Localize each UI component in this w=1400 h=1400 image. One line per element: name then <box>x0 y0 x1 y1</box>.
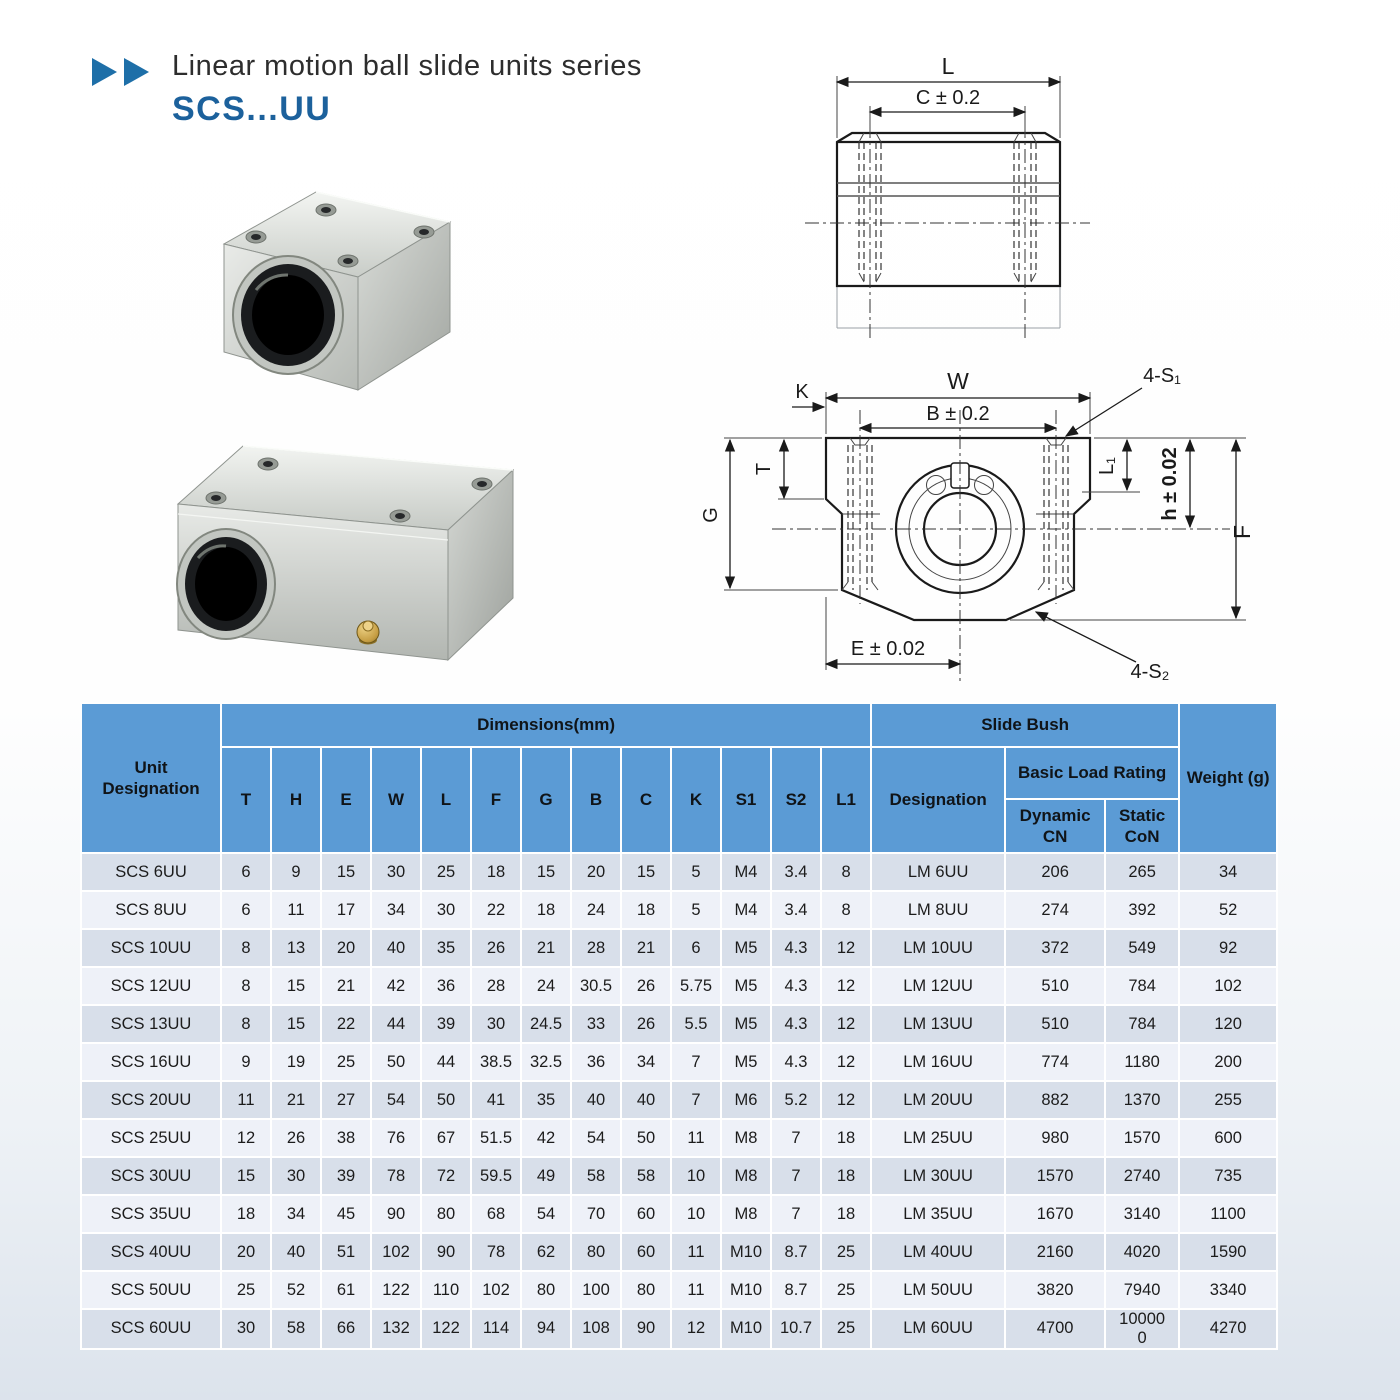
value-cell: 68 <box>471 1195 521 1233</box>
value-cell: 15 <box>271 967 321 1005</box>
value-cell: 30 <box>221 1309 271 1349</box>
value-cell: 3820 <box>1005 1271 1105 1309</box>
value-cell: 90 <box>621 1309 671 1349</box>
unit-cell: SCS 8UU <box>81 891 221 929</box>
value-cell: 12 <box>221 1119 271 1157</box>
value-cell: 7 <box>771 1195 821 1233</box>
value-cell: 6 <box>221 891 271 929</box>
value-cell: 58 <box>571 1157 621 1195</box>
unit-cell: SCS 16UU <box>81 1043 221 1081</box>
value-cell: 72 <box>421 1157 471 1195</box>
value-cell: 8 <box>221 967 271 1005</box>
value-cell: 11 <box>221 1081 271 1119</box>
dim-label-F: F <box>1229 524 1255 540</box>
spec-table-body <box>81 853 1277 1349</box>
value-cell: 600 <box>1179 1119 1277 1157</box>
value-cell: 18 <box>221 1195 271 1233</box>
table-row <box>81 891 1277 929</box>
value-cell: 8 <box>221 929 271 967</box>
value-cell: 100000 <box>1105 1309 1179 1349</box>
value-cell: 36 <box>571 1043 621 1081</box>
value-cell: 110 <box>421 1271 471 1309</box>
unit-cell: SCS 30UU <box>81 1157 221 1195</box>
value-cell: 1570 <box>1005 1157 1105 1195</box>
value-cell: 21 <box>621 929 671 967</box>
value-cell: 30 <box>371 853 421 891</box>
value-cell: 39 <box>321 1157 371 1195</box>
value-cell: 35 <box>521 1081 571 1119</box>
value-cell: 7 <box>771 1157 821 1195</box>
value-cell: LM 10UU <box>871 929 1005 967</box>
value-cell: 15 <box>221 1157 271 1195</box>
value-cell: 38 <box>321 1119 371 1157</box>
col-header-h: H <box>271 747 321 853</box>
value-cell: 45 <box>321 1195 371 1233</box>
unit-cell: SCS 12UU <box>81 967 221 1005</box>
value-cell: 26 <box>471 929 521 967</box>
value-cell: 40 <box>621 1081 671 1119</box>
value-cell: 3.4 <box>771 891 821 929</box>
unit-cell: SCS 60UU <box>81 1309 221 1349</box>
value-cell: 62 <box>521 1233 571 1271</box>
value-cell: 60 <box>621 1233 671 1271</box>
value-cell: 66 <box>321 1309 371 1349</box>
value-cell: 784 <box>1105 1005 1179 1043</box>
col-header-l: L <box>421 747 471 853</box>
value-cell: 30 <box>271 1157 321 1195</box>
value-cell: 1370 <box>1105 1081 1179 1119</box>
value-cell: 22 <box>321 1005 371 1043</box>
dim-label-B: B ± 0.2 <box>926 403 990 425</box>
value-cell: LM 60UU <box>871 1309 1005 1349</box>
value-cell: M5 <box>721 1005 771 1043</box>
value-cell: 7 <box>671 1081 721 1119</box>
value-cell: 12 <box>821 929 871 967</box>
value-cell: 94 <box>521 1309 571 1349</box>
unit-cell: SCS 13UU <box>81 1005 221 1043</box>
value-cell: 24 <box>571 891 621 929</box>
group-header-slide-bush: Slide Bush <box>871 703 1179 747</box>
value-cell: 15 <box>321 853 371 891</box>
value-cell: 58 <box>271 1309 321 1349</box>
series-code: SCS...UU <box>172 90 332 128</box>
value-cell: 1570 <box>1105 1119 1179 1157</box>
value-cell: 15 <box>271 1005 321 1043</box>
value-cell: 5 <box>671 853 721 891</box>
value-cell: 8 <box>821 891 871 929</box>
value-cell: M10 <box>721 1271 771 1309</box>
value-cell: 78 <box>471 1233 521 1271</box>
value-cell: 11 <box>671 1233 721 1271</box>
value-cell: 372 <box>1005 929 1105 967</box>
table-row <box>81 1271 1277 1309</box>
value-cell: 122 <box>371 1271 421 1309</box>
value-cell: 12 <box>671 1309 721 1349</box>
value-cell: LM 25UU <box>871 1119 1005 1157</box>
value-cell: M6 <box>721 1081 771 1119</box>
value-cell: 28 <box>571 929 621 967</box>
value-cell: 1180 <box>1105 1043 1179 1081</box>
product-photo-long-block <box>148 406 558 684</box>
value-cell: 510 <box>1005 967 1105 1005</box>
value-cell: LM 6UU <box>871 853 1005 891</box>
value-cell: 78 <box>371 1157 421 1195</box>
value-cell: 4020 <box>1105 1233 1179 1271</box>
unit-cell: SCS 6UU <box>81 853 221 891</box>
value-cell: 49 <box>521 1157 571 1195</box>
unit-cell: SCS 50UU <box>81 1271 221 1309</box>
col-header-g: G <box>521 747 571 853</box>
value-cell: 9 <box>271 853 321 891</box>
value-cell: M10 <box>721 1233 771 1271</box>
value-cell: 5 <box>671 891 721 929</box>
value-cell: 21 <box>521 929 571 967</box>
col-header-b: B <box>571 747 621 853</box>
dim-label-E: E ± 0.02 <box>850 638 926 660</box>
value-cell: LM 30UU <box>871 1157 1005 1195</box>
value-cell: 392 <box>1105 891 1179 929</box>
value-cell: 27 <box>321 1081 371 1119</box>
value-cell: 735 <box>1179 1157 1277 1195</box>
value-cell: 4.3 <box>771 929 821 967</box>
value-cell: 61 <box>321 1271 371 1309</box>
value-cell: 1100 <box>1179 1195 1277 1233</box>
value-cell: 510 <box>1005 1005 1105 1043</box>
value-cell: 7 <box>771 1119 821 1157</box>
value-cell: 50 <box>371 1043 421 1081</box>
value-cell: 30.5 <box>571 967 621 1005</box>
value-cell: 42 <box>371 967 421 1005</box>
value-cell: 90 <box>421 1233 471 1271</box>
value-cell: 25 <box>821 1309 871 1349</box>
dim-label-L1: L₁ <box>1096 457 1118 475</box>
dim-label-W: W <box>947 368 969 394</box>
value-cell: 7 <box>671 1043 721 1081</box>
col-header-l1: L1 <box>821 747 871 853</box>
table-row <box>81 1233 1277 1271</box>
value-cell: 22 <box>471 891 521 929</box>
col-header-f: F <box>471 747 521 853</box>
value-cell: LM 16UU <box>871 1043 1005 1081</box>
value-cell: 34 <box>621 1043 671 1081</box>
value-cell: 3140 <box>1105 1195 1179 1233</box>
value-cell: 102 <box>471 1271 521 1309</box>
value-cell: M8 <box>721 1157 771 1195</box>
value-cell: 6 <box>221 853 271 891</box>
value-cell: 24 <box>521 967 571 1005</box>
value-cell: 40 <box>371 929 421 967</box>
table-row <box>81 1043 1277 1081</box>
value-cell: 7940 <box>1105 1271 1179 1309</box>
value-cell: 4.3 <box>771 1005 821 1043</box>
side-view-drawing <box>798 44 1118 344</box>
value-cell: 6 <box>671 929 721 967</box>
value-cell: 784 <box>1105 967 1179 1005</box>
value-cell: 20 <box>221 1233 271 1271</box>
value-cell: 70 <box>571 1195 621 1233</box>
value-cell: 51.5 <box>471 1119 521 1157</box>
value-cell: 33 <box>571 1005 621 1043</box>
unit-cell: SCS 10UU <box>81 929 221 967</box>
value-cell: 8.7 <box>771 1233 821 1271</box>
value-cell: 28 <box>471 967 521 1005</box>
value-cell: 39 <box>421 1005 471 1043</box>
value-cell: 15 <box>621 853 671 891</box>
value-cell: 120 <box>1179 1005 1277 1043</box>
callout-4-s1: 4-S₁ <box>1143 365 1181 387</box>
value-cell: 54 <box>371 1081 421 1119</box>
value-cell: 54 <box>571 1119 621 1157</box>
value-cell: 19 <box>271 1043 321 1081</box>
value-cell: 10 <box>671 1157 721 1195</box>
value-cell: 80 <box>421 1195 471 1233</box>
unit-cell: SCS 25UU <box>81 1119 221 1157</box>
value-cell: 274 <box>1005 891 1105 929</box>
value-cell: LM 12UU <box>871 967 1005 1005</box>
value-cell: 50 <box>421 1081 471 1119</box>
value-cell: 122 <box>421 1309 471 1349</box>
front-view-drawing <box>690 352 1390 700</box>
col-header-s2: S2 <box>771 747 821 853</box>
dim-label-C: C ± 0.2 <box>915 87 981 109</box>
value-cell: 11 <box>271 891 321 929</box>
value-cell: 34 <box>371 891 421 929</box>
value-cell: 30 <box>421 891 471 929</box>
table-row <box>81 1005 1277 1043</box>
value-cell: 2740 <box>1105 1157 1179 1195</box>
bore-hole <box>177 529 275 639</box>
value-cell: 132 <box>371 1309 421 1349</box>
value-cell: M8 <box>721 1119 771 1157</box>
value-cell: 549 <box>1105 929 1179 967</box>
unit-cell: SCS 20UU <box>81 1081 221 1119</box>
value-cell: 21 <box>271 1081 321 1119</box>
value-cell: 12 <box>821 967 871 1005</box>
value-cell: 774 <box>1005 1043 1105 1081</box>
dim-label-h: h ± 0.02 <box>1159 447 1181 521</box>
table-row <box>81 1081 1277 1119</box>
value-cell: 18 <box>821 1119 871 1157</box>
value-cell: 2160 <box>1005 1233 1105 1271</box>
value-cell: 92 <box>1179 929 1277 967</box>
col-header-weight: Weight (g) <box>1179 703 1277 853</box>
value-cell: 1590 <box>1179 1233 1277 1271</box>
col-header-e: E <box>321 747 371 853</box>
value-cell: 67 <box>421 1119 471 1157</box>
table-row <box>81 1309 1277 1349</box>
table-row <box>81 853 1277 891</box>
value-cell: 882 <box>1005 1081 1105 1119</box>
value-cell: 34 <box>271 1195 321 1233</box>
value-cell: LM 20UU <box>871 1081 1005 1119</box>
value-cell: LM 13UU <box>871 1005 1005 1043</box>
value-cell: 54 <box>521 1195 571 1233</box>
value-cell: 114 <box>471 1309 521 1349</box>
value-cell: M4 <box>721 853 771 891</box>
value-cell: 44 <box>371 1005 421 1043</box>
value-cell: 58 <box>621 1157 671 1195</box>
col-header-k: K <box>671 747 721 853</box>
value-cell: 18 <box>821 1157 871 1195</box>
dim-label-K: K <box>795 381 809 403</box>
col-header-t: T <box>221 747 271 853</box>
dim-label-T: T <box>753 462 775 476</box>
value-cell: 38.5 <box>471 1043 521 1081</box>
value-cell: 12 <box>821 1043 871 1081</box>
value-cell: 80 <box>521 1271 571 1309</box>
double-arrow-icon <box>92 56 164 88</box>
col-header-s1: S1 <box>721 747 771 853</box>
value-cell: 12 <box>821 1081 871 1119</box>
value-cell: 18 <box>471 853 521 891</box>
value-cell: 265 <box>1105 853 1179 891</box>
callout-4-s2: 4-S₂ <box>1130 661 1170 683</box>
value-cell: M5 <box>721 1043 771 1081</box>
value-cell: 25 <box>321 1043 371 1081</box>
value-cell: 32.5 <box>521 1043 571 1081</box>
value-cell: 40 <box>271 1233 321 1271</box>
grease-nipple <box>357 621 379 645</box>
page-title: Linear motion ball slide units series <box>172 50 642 82</box>
value-cell: 52 <box>1179 891 1277 929</box>
value-cell: 60 <box>621 1195 671 1233</box>
group-header-dimensions: Dimensions(mm) <box>221 703 871 747</box>
table-row <box>81 1157 1277 1195</box>
group-header-basic-load-rating: Basic Load Rating <box>1005 747 1179 799</box>
bore-hole <box>233 256 343 374</box>
value-cell: M5 <box>721 967 771 1005</box>
value-cell: 21 <box>321 967 371 1005</box>
value-cell: 1670 <box>1005 1195 1105 1233</box>
col-header-static-con: Static CoN <box>1105 799 1179 853</box>
value-cell: 12 <box>821 1005 871 1043</box>
value-cell: 50 <box>621 1119 671 1157</box>
col-header-w: W <box>371 747 421 853</box>
value-cell: 18 <box>521 891 571 929</box>
value-cell: 51 <box>321 1233 371 1271</box>
value-cell: 26 <box>621 1005 671 1043</box>
value-cell: 10 <box>671 1195 721 1233</box>
value-cell: M8 <box>721 1195 771 1233</box>
value-cell: 18 <box>821 1195 871 1233</box>
value-cell: 20 <box>321 929 371 967</box>
value-cell: 5.75 <box>671 967 721 1005</box>
value-cell: 34 <box>1179 853 1277 891</box>
col-header-dynamic-cn: Dynamic CN <box>1005 799 1105 853</box>
value-cell: 80 <box>621 1271 671 1309</box>
value-cell: 40 <box>571 1081 621 1119</box>
value-cell: 8 <box>221 1005 271 1043</box>
value-cell: 36 <box>421 967 471 1005</box>
value-cell: 206 <box>1005 853 1105 891</box>
value-cell: 8.7 <box>771 1271 821 1309</box>
value-cell: 25 <box>821 1233 871 1271</box>
value-cell: 4700 <box>1005 1309 1105 1349</box>
value-cell: 76 <box>371 1119 421 1157</box>
table-row <box>81 929 1277 967</box>
value-cell: 52 <box>271 1271 321 1309</box>
value-cell: 200 <box>1179 1043 1277 1081</box>
value-cell: 80 <box>571 1233 621 1271</box>
value-cell: 25 <box>821 1271 871 1309</box>
value-cell: 13 <box>271 929 321 967</box>
table-row <box>81 1195 1277 1233</box>
col-header-unit-designation: Unit Designation <box>81 703 221 853</box>
value-cell: M10 <box>721 1309 771 1349</box>
value-cell: M5 <box>721 929 771 967</box>
value-cell: 108 <box>571 1309 621 1349</box>
value-cell: 90 <box>371 1195 421 1233</box>
value-cell: M4 <box>721 891 771 929</box>
value-cell: 15 <box>521 853 571 891</box>
value-cell: 255 <box>1179 1081 1277 1119</box>
value-cell: 11 <box>671 1119 721 1157</box>
value-cell: 980 <box>1005 1119 1105 1157</box>
spec-table <box>80 702 1278 1350</box>
value-cell: 102 <box>371 1233 421 1271</box>
value-cell: 59.5 <box>471 1157 521 1195</box>
table-row <box>81 967 1277 1005</box>
value-cell: 100 <box>571 1271 621 1309</box>
value-cell: 4270 <box>1179 1309 1277 1349</box>
value-cell: 42 <box>521 1119 571 1157</box>
value-cell: 20 <box>571 853 621 891</box>
value-cell: 102 <box>1179 967 1277 1005</box>
value-cell: LM 50UU <box>871 1271 1005 1309</box>
value-cell: 25 <box>221 1271 271 1309</box>
value-cell: LM 35UU <box>871 1195 1005 1233</box>
value-cell: 3340 <box>1179 1271 1277 1309</box>
value-cell: 17 <box>321 891 371 929</box>
unit-cell: SCS 35UU <box>81 1195 221 1233</box>
value-cell: 26 <box>621 967 671 1005</box>
table-row <box>81 1119 1277 1157</box>
value-cell: 44 <box>421 1043 471 1081</box>
col-header-c: C <box>621 747 671 853</box>
value-cell: 26 <box>271 1119 321 1157</box>
product-photo-short-block <box>196 182 476 410</box>
value-cell: 11 <box>671 1271 721 1309</box>
value-cell: 9 <box>221 1043 271 1081</box>
value-cell: 30 <box>471 1005 521 1043</box>
dim-label-L: L <box>941 53 955 79</box>
unit-cell: SCS 40UU <box>81 1233 221 1271</box>
value-cell: 24.5 <box>521 1005 571 1043</box>
value-cell: 18 <box>621 891 671 929</box>
value-cell: 3.4 <box>771 853 821 891</box>
value-cell: 8 <box>821 853 871 891</box>
value-cell: 5.5 <box>671 1005 721 1043</box>
value-cell: 4.3 <box>771 1043 821 1081</box>
value-cell: 41 <box>471 1081 521 1119</box>
value-cell: 5.2 <box>771 1081 821 1119</box>
value-cell: 25 <box>421 853 471 891</box>
value-cell: LM 8UU <box>871 891 1005 929</box>
value-cell: 10.7 <box>771 1309 821 1349</box>
dim-label-G: G <box>700 507 722 523</box>
value-cell: 35 <box>421 929 471 967</box>
value-cell: LM 40UU <box>871 1233 1005 1271</box>
value-cell: 4.3 <box>771 967 821 1005</box>
col-header-bush-designation: Designation <box>871 747 1005 853</box>
